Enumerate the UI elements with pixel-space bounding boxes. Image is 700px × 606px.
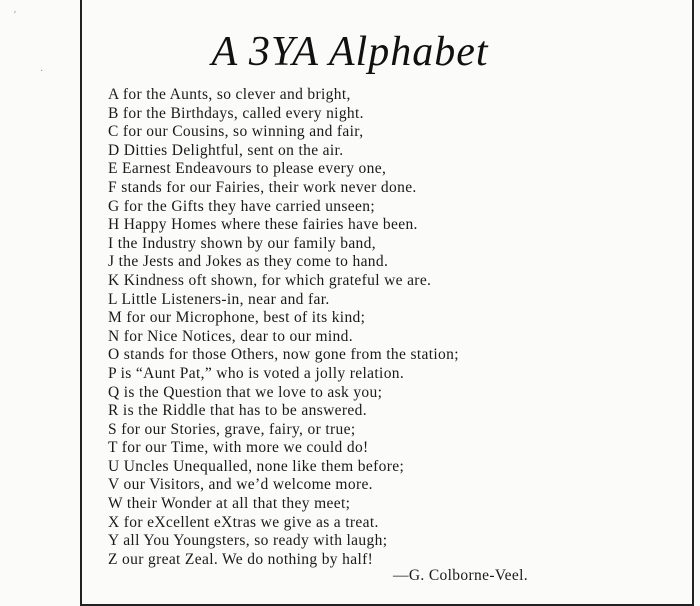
print-speck: · [40,66,44,77]
poem-line: N for Nice Notices, dear to our mind. [108,327,353,345]
poem-line: L Little Listeners-in, near and far. [108,290,330,308]
poem-line: K Kindness oft shown, for which grateful we are. [108,271,432,289]
poem-title: A 3YA Alphabet [211,29,489,75]
poem-line: Z our great Zeal. We do nothing by half! [108,550,374,568]
poem-line: B for the Birthdays, called every night. [108,104,364,122]
poem-line: W their Wonder at all that they meet; [108,495,351,513]
print-speck: ʹ [14,10,17,21]
poem-lines [108,86,459,569]
poem-line: Y all You Youngsters, so ready with laugh; [108,532,388,550]
poem-author: —G. Colborne-Veel. [393,567,529,584]
poem-line: R is the Riddle that has to be answered. [108,402,367,420]
poem-line: A for the Aunts, so clever and bright, [108,86,351,103]
poem-line: E Earnest Endeavours to please every one, [108,160,387,178]
poem-line: F stands for our Fairies, their work never done. [108,178,417,196]
poem-line: C for our Cousins, so winning and fair, [108,123,364,141]
poem-line: S for our Stories, grave, fairy, or true; [108,420,356,438]
poem-line: I the Industry shown by our family band, [108,234,376,252]
poem-line: O stands for those Others, now gone from the station; [108,346,459,364]
poem-line: U Uncles Unequalled, none like them before; [108,457,405,475]
poem-line: V our Visitors, and we’d welcome more. [108,476,373,494]
poem-line: M for our Microphone, best of its kind; [108,309,366,327]
poem-line: P is “Aunt Pat,” who is voted a jolly relation. [108,364,405,382]
poem-line: H Happy Homes where these fairies have been. [108,216,418,234]
poem-line: X for eXcellent eXtras we give as a treat. [108,513,379,531]
poem-line: T for our Time, with more we could do! [108,439,369,457]
poem-line: J the Jests and Jokes as they come to hand. [108,253,389,271]
poem-line: G for the Gifts they have carried unseen; [108,197,375,215]
poem-line: D Ditties Delightful, sent on the air. [108,141,344,159]
poem-line: Q is the Question that we love to ask you; [108,383,383,401]
